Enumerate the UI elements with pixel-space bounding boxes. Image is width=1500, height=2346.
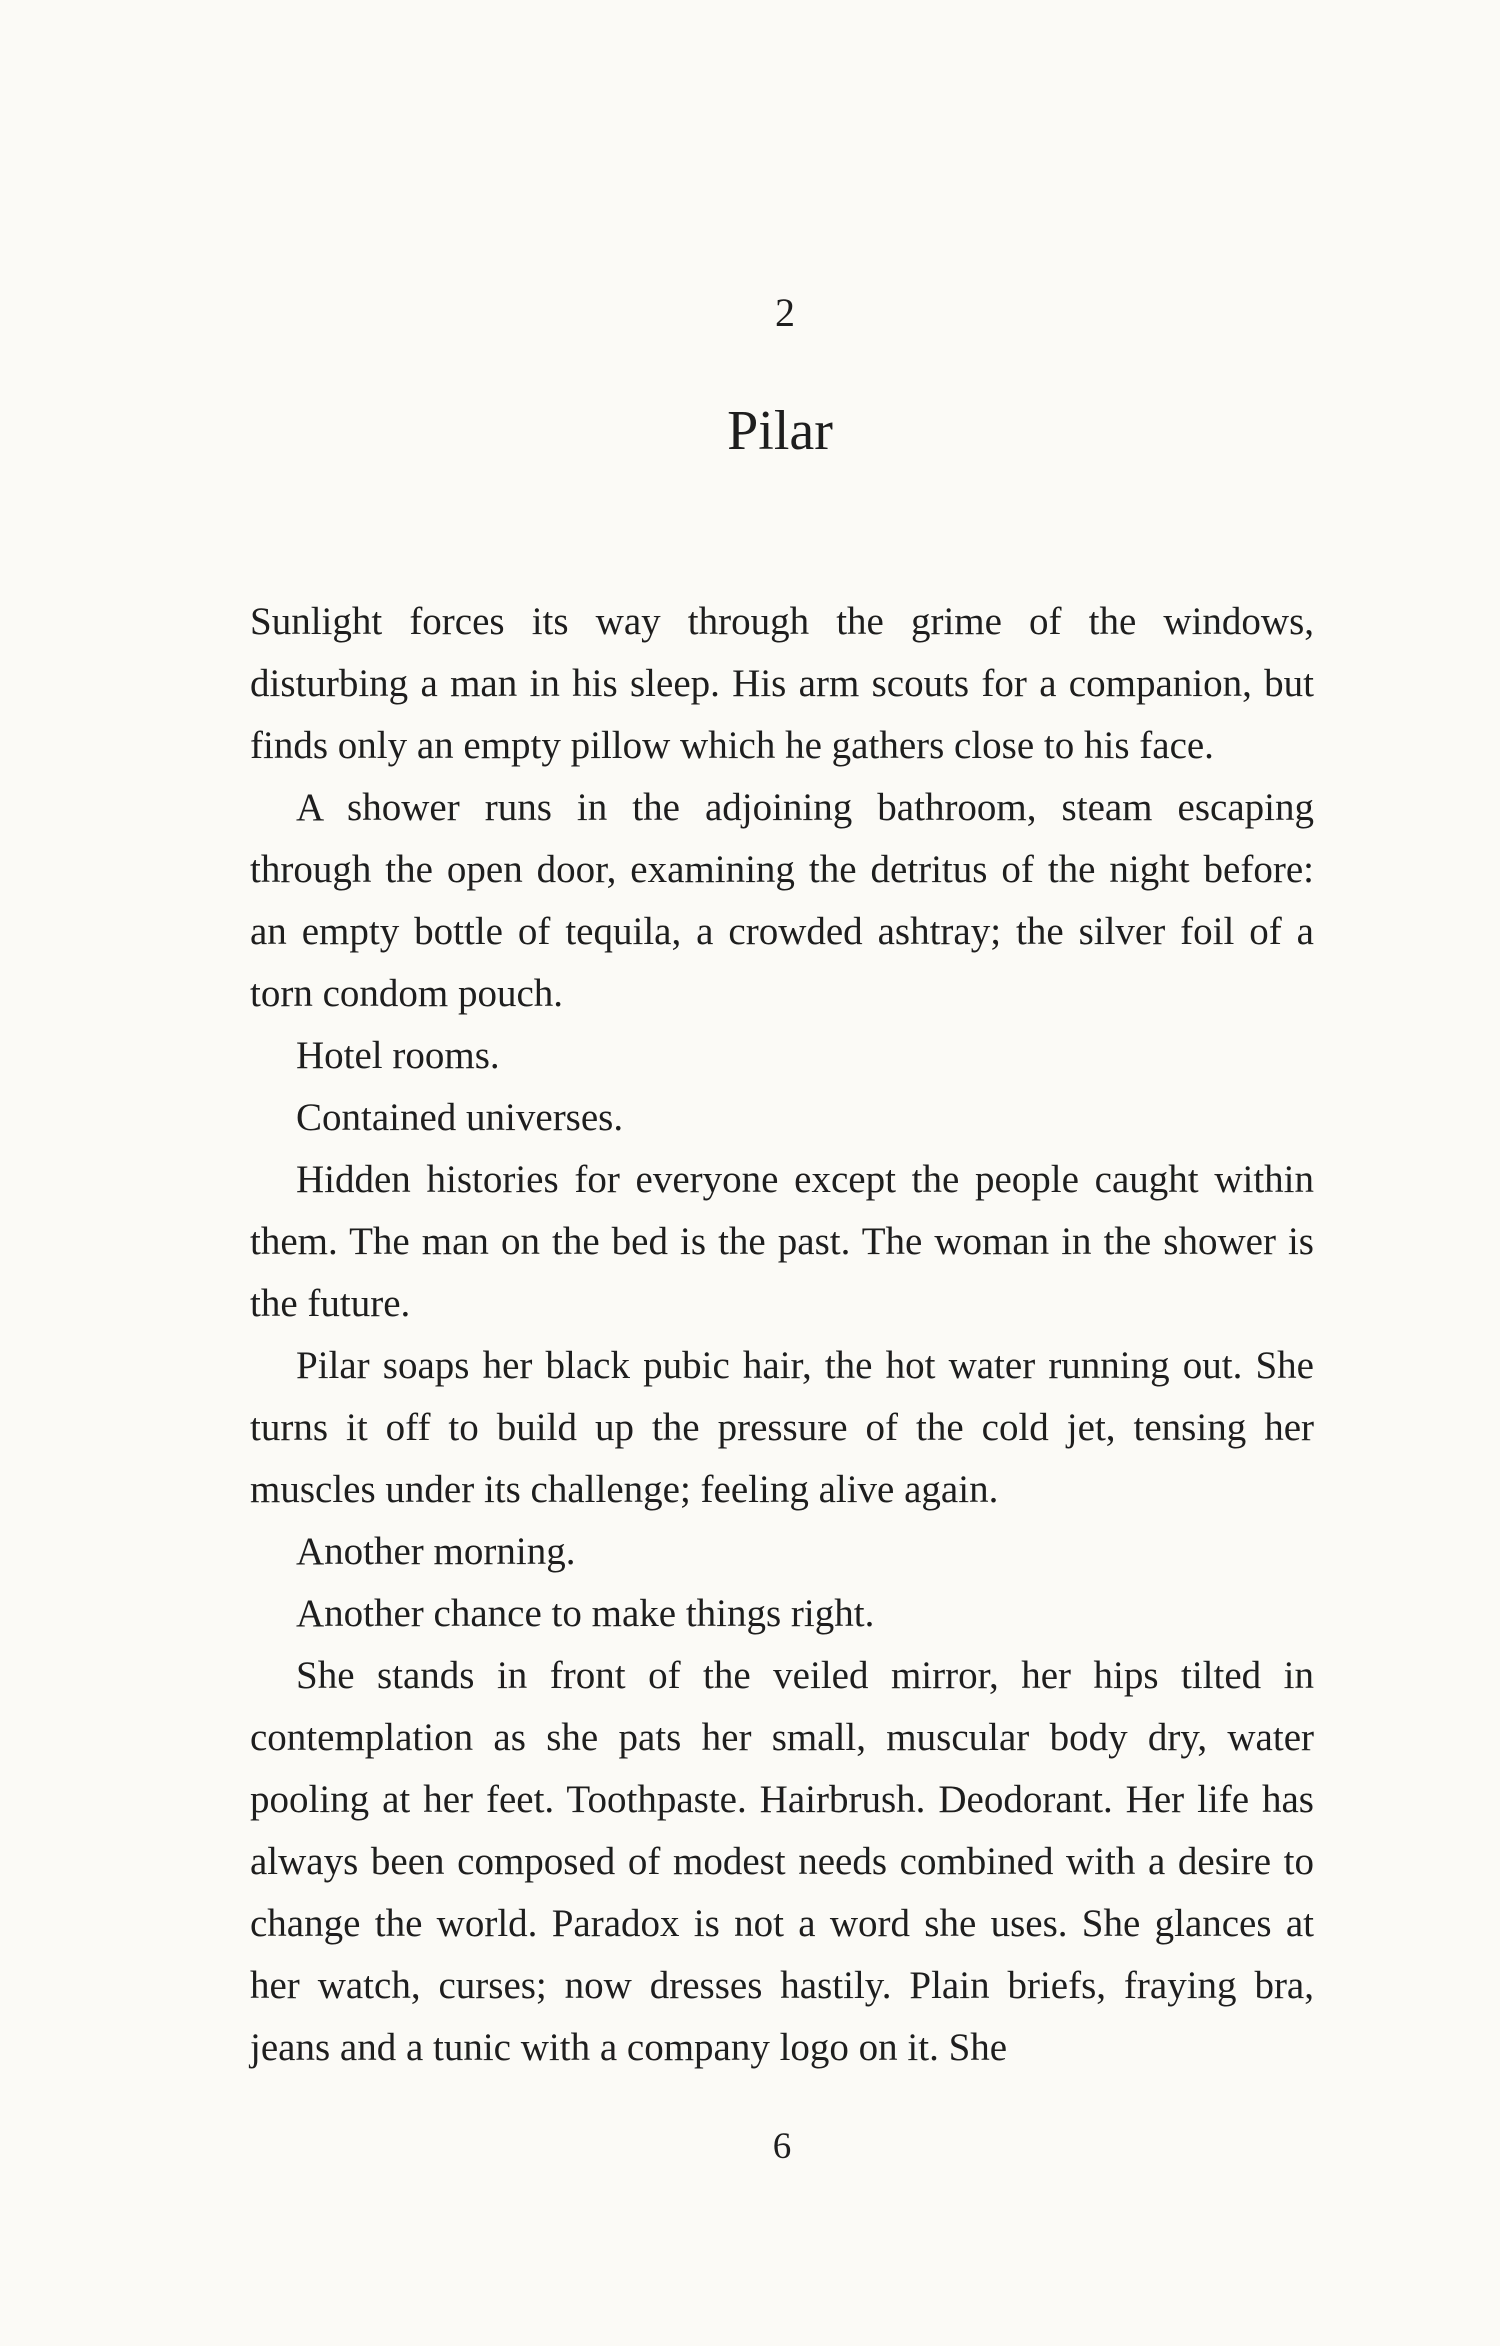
- page-number: 6: [772, 2126, 792, 2167]
- paragraph: Contained universes.: [296, 1096, 624, 1139]
- paragraph: Pilar soaps her black pubic hair, the hot water running out. She turns it off to build up the pressure of the cold jet, tensing her muscles under its challenge; feeling alive again.: [250, 1344, 1314, 1511]
- paragraph: Another morning.: [296, 1530, 576, 1573]
- paragraph: Another chance to make things right.: [296, 1592, 875, 1635]
- chapter-number: 2: [775, 290, 795, 335]
- paragraph: She stands in front of the veiled mirror, her hips tilted in contemplation as she pats her small, muscular body dry, water pooling at her feet. Toothpaste. Hairbrush. Deodorant. Her life has always been composed of modest needs combined with a desire to change the world. Paradox is not a word she uses. She glances at her watch, curses; now dresses hastily. Plain briefs, fraying bra, jeans and a tunic with a company logo on it. She: [250, 1654, 1314, 2069]
- paragraph: Hidden histories for everyone except the people caught within them. The man on the bed is the past. The woman in the shower is the future.: [250, 1158, 1314, 1325]
- chapter-title: Pilar: [727, 400, 833, 462]
- body-text: [250, 591, 1314, 2079]
- paragraph: Sunlight forces its way through the grime of the windows, disturbing a man in his sleep. His arm scouts for a companion, but finds only an empty pillow which he gathers close to his face.: [250, 600, 1314, 767]
- paragraph: Hotel rooms.: [296, 1034, 500, 1077]
- paragraph: A shower runs in the adjoining bathroom, steam escaping through the open door, examining the detritus of the night before: an empty bottle of tequila, a crowded ashtray; the silver foil of a torn condom pouch.: [250, 786, 1314, 1015]
